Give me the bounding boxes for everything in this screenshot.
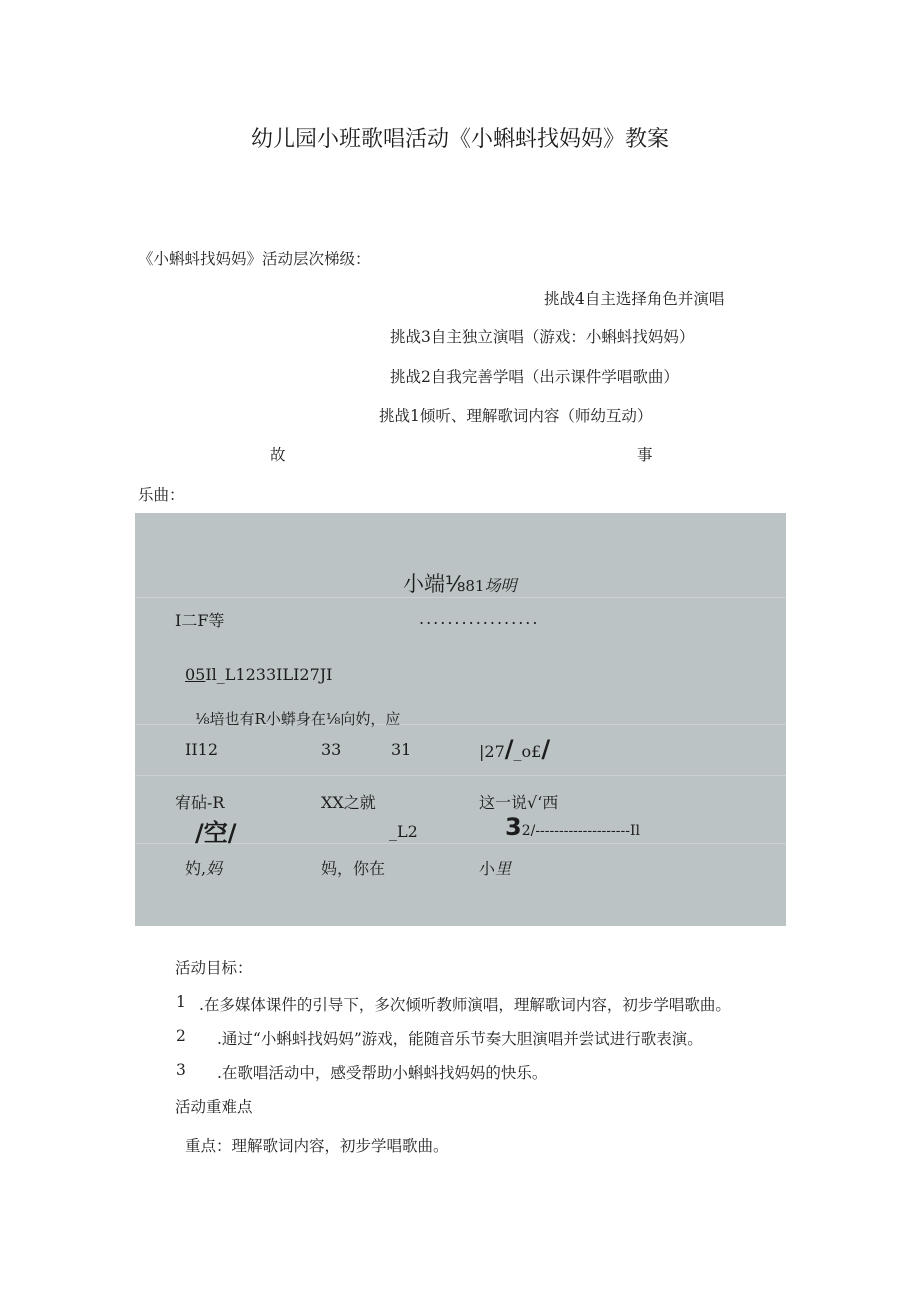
score-divider [135,775,786,776]
sheet-music-image [135,513,786,926]
key-difficulty-heading: 活动重难点 [175,1098,253,1116]
score-lyric-line3-a: 妁,妈 [185,859,223,878]
key-point: 重点：理解歌词内容，初步学唱歌曲。 [185,1137,449,1155]
music-label: 乐曲： [138,486,185,504]
score-notes-line3-a: /空/ [195,819,237,847]
score-lyric-line2-a: 宥砧-R [175,793,225,812]
goal-1-text: .在多媒体课件的引导下，多次倾听教师演唱，理解歌词内容，初步学唱歌曲。 [199,996,731,1014]
page-title: 幼儿园小班歌唱活动《小蝌蚪找妈妈》教案 [250,127,669,152]
goal-3-text: .在歌唱活动中，感受帮助小蝌蚪找妈妈的快乐。 [217,1064,548,1082]
score-dots: ................. [419,609,540,628]
challenge-3: 挑战3自主独立演唱（游戏：小蝌蚪找妈妈） [390,328,695,346]
story-right: 事 [637,446,653,464]
score-key: I二F等 [175,611,225,630]
score-notes-line1: 05Il_L1233ILI27JI [185,665,333,684]
levels-heading: 《小蝌蚪找妈妈》活动层次梯级： [138,250,371,268]
challenge-1: 挑战1倾听、理解歌词内容（师幼互动） [379,407,653,425]
score-notes-line2-b: 33 [321,740,342,759]
score-notes-line3-c: 32/--------------------Il [505,813,640,841]
score-title: 小端⅛81场明 [403,572,517,596]
goal-2-num: 2 [176,1027,186,1045]
score-notes-line2-c: 31 [391,740,412,759]
goals-heading: 活动目标： [175,959,253,977]
score-notes-line2-a: II12 [185,740,218,759]
goal-2-text: .通过“小蝌蚪找妈妈”游戏，能随音乐节奏大胆演唱并尝试进行歌表演。 [217,1030,703,1048]
score-lyric-line3-c: 小里 [479,859,512,878]
score-lyric-line3-b: 妈，你在 [321,859,386,878]
score-lyric-line1: ⅛培也有R小蟒身在⅛向妁，应 [195,710,401,728]
goal-1-num: 1 [176,993,186,1011]
challenge-2: 挑战2自我完善学唱（出示课件学唱歌曲） [390,368,679,386]
score-lyric-line2-b: XX之就 [321,793,376,812]
score-lyric-line2-c: 这一说√‘西 [479,793,559,812]
score-notes-line3-b: _L2 [389,822,418,841]
score-notes-line2-d: |27/_o£/ [479,735,551,763]
goal-3-num: 3 [176,1061,186,1079]
story-left: 故 [270,446,286,464]
challenge-4: 挑战4自主选择角色并演唱 [544,290,725,308]
